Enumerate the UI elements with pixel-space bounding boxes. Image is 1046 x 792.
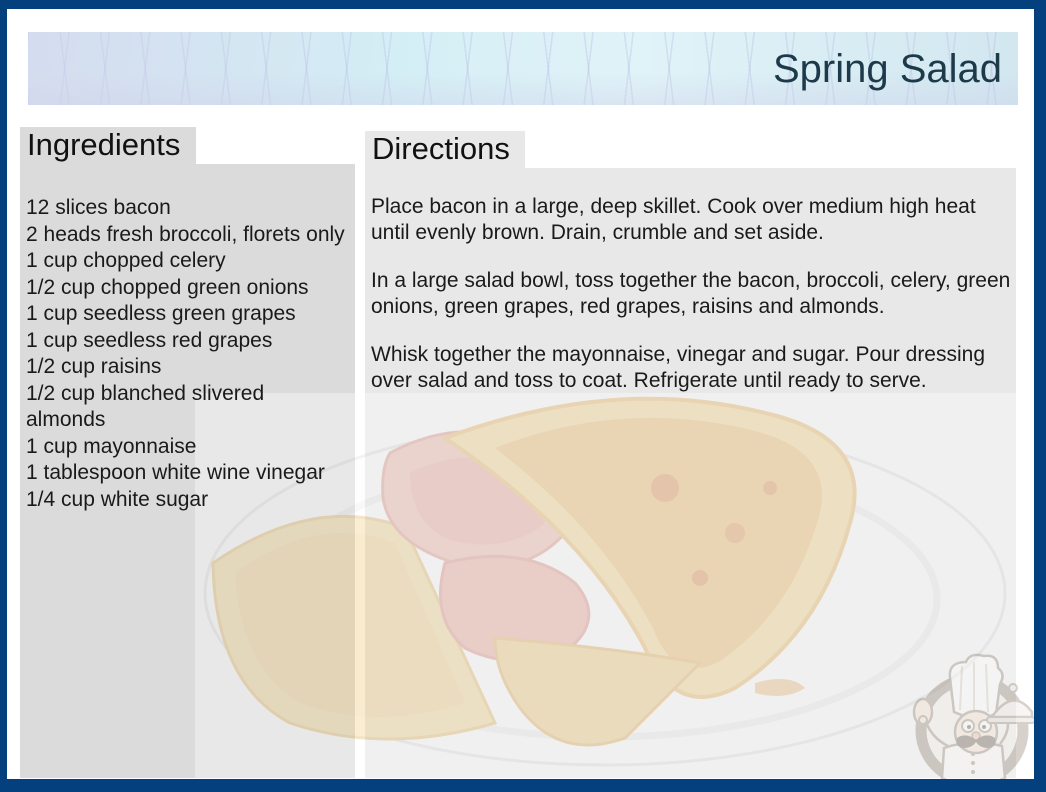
ingredient-item: 1/2 cup chopped green onions: [26, 275, 309, 299]
ingredient-item: 1 cup seedless red grapes: [26, 328, 273, 352]
ingredient-item: 1/2 cup raisins: [26, 355, 162, 378]
ingredient-item: 12 slices bacon: [26, 196, 171, 219]
chef-mascot-logo: [910, 650, 1035, 790]
page-title: Spring Salad: [772, 46, 1002, 91]
ingredient-item: 1 cup chopped celery: [26, 249, 226, 272]
ingredients-list: [20, 164, 355, 513]
directions-paragraph: Whisk together the mayonnaise, vinegar and sugar. Pour dressing over salad and toss to coat. Refrigerate until ready to serve.: [371, 343, 986, 392]
ingredient-item: 1 cup seedless green grapes: [26, 302, 296, 325]
header-banner: [28, 32, 1018, 105]
ingredient-item: 1 tablespoon white wine vinegar: [26, 461, 325, 484]
chef-logo-illustration: [910, 650, 1035, 790]
directions-paragraph: In a large salad bowl, toss together the bacon, broccoli, celery, green onions, green grapes, red grapes, raisins and almonds.: [371, 269, 1011, 318]
ingredient-item: 1 cup mayonnaise: [26, 434, 197, 458]
ingredient-item: 1/4 cup white sugar: [26, 487, 209, 511]
ingredient-item: 1/2 cup blanched slivered almonds: [26, 381, 265, 431]
ingredients-heading: Ingredients: [20, 127, 196, 164]
directions-paragraph: Place bacon in a large, deep skillet. Cook over medium high heat until evenly brown. Drain, crumble and set aside.: [371, 195, 976, 244]
directions-text: [365, 168, 1016, 416]
ingredient-item: 2 heads fresh broccoli, florets only: [26, 222, 345, 246]
directions-heading: Directions: [365, 131, 525, 168]
